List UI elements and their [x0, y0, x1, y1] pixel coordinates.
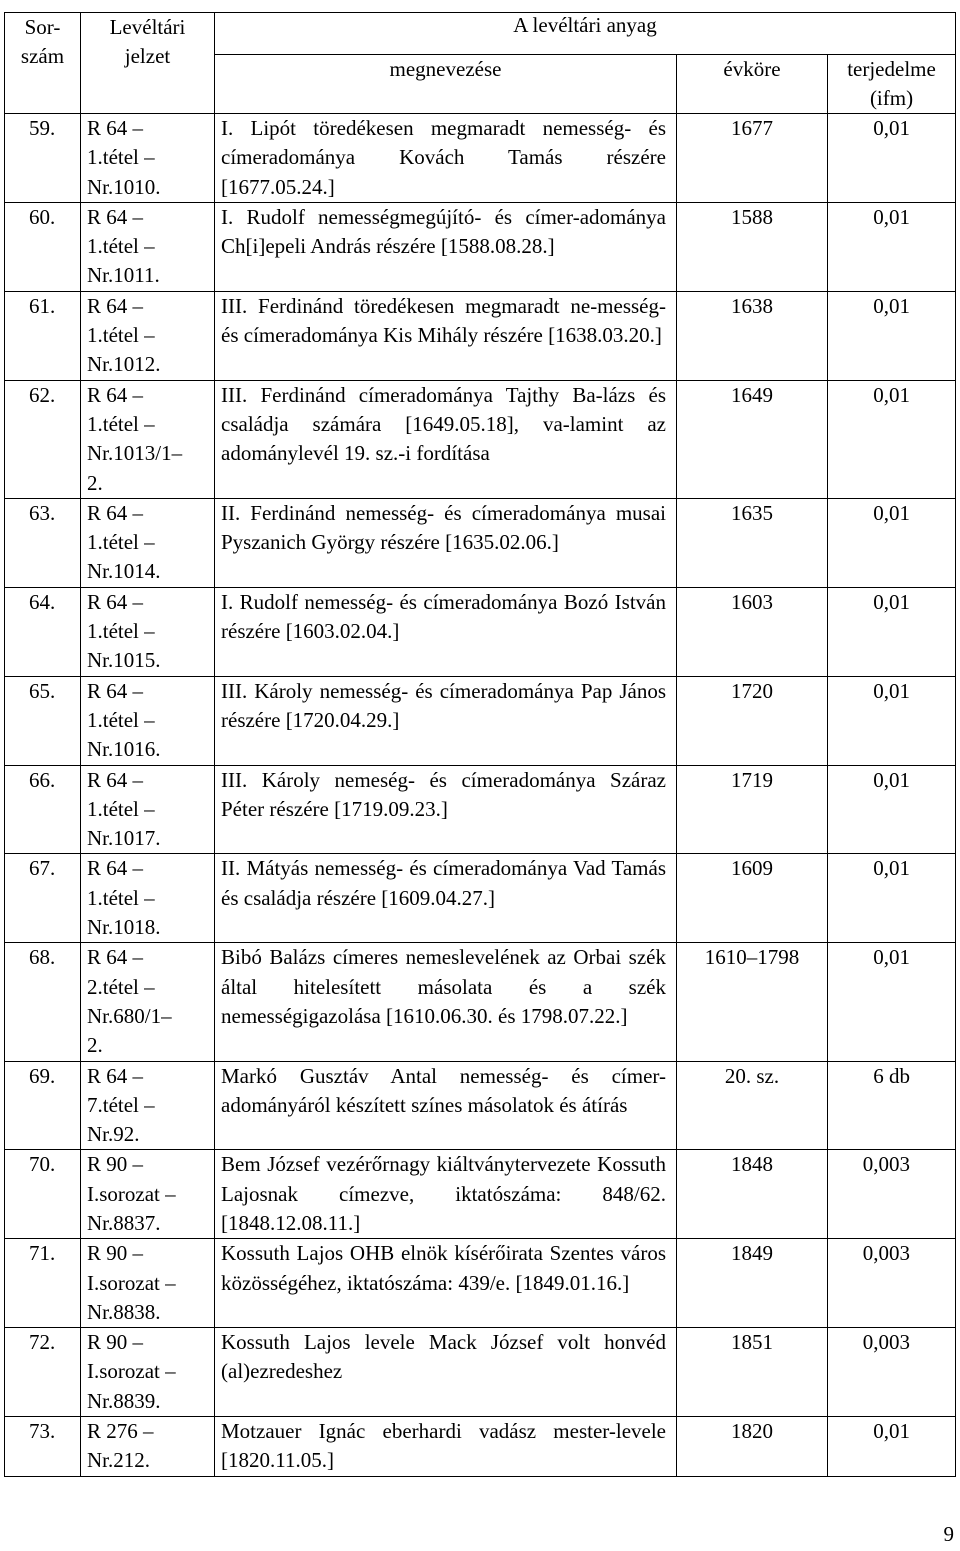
row-number: 62. [5, 380, 81, 498]
row-extent: 0,01 [828, 1417, 956, 1477]
signature-line: R 64 – [87, 589, 144, 614]
row-extent: 0,003 [828, 1150, 956, 1239]
table-row [5, 1417, 956, 1477]
row-extent: 0,01 [828, 291, 956, 380]
row-date-range: 1588 [677, 202, 828, 291]
signature-line: Nr.1015. [87, 648, 161, 673]
signature-line: Nr.1018. [87, 915, 161, 940]
row-number: 72. [5, 1328, 81, 1417]
row-description: II. Mátyás nemesség- és címeradománya Vad Tamás és családja részére [1609.04.27.] [215, 854, 677, 943]
signature-line: Nr.92. [87, 1122, 140, 1147]
signature-line: Nr.1016. [87, 737, 161, 762]
row-number: 70. [5, 1150, 81, 1239]
row-date-range: 1649 [677, 380, 828, 498]
row-description: I. Lipót töredékesen megmaradt nemesség- és címeradománya Kovách Tamás részére [1677.05.24.] [215, 114, 677, 203]
row-description: II. Ferdinánd nemesség- és címeradománya musai Pyszanich György részére [1635.02.06.] [215, 498, 677, 587]
signature-line: R 64 – [87, 204, 144, 229]
row-description: Markó Gusztáv Antal nemesség- és címer-adományáról készített színes másolatok és átírás [215, 1061, 677, 1150]
signature-line: 7.tétel – [87, 1092, 155, 1117]
signature-line: R 64 – [87, 678, 144, 703]
row-description: Bibó Balázs címeres nemeslevelének az Orbai szék által hitelesített másolata és a szék nemességigazolása [1610.06.30. és 1798.07.22.] [215, 943, 677, 1061]
row-date-range: 1677 [677, 114, 828, 203]
signature-line: 1.tétel – [87, 530, 155, 555]
row-description: Bem József vezérőrnagy kiáltványtervezete Kossuth Lajosnak címezve, iktatószáma: 848/62. [1848.12.08.11.] [215, 1150, 677, 1239]
signature-line: 1.tétel – [87, 707, 155, 732]
row-date-range: 1851 [677, 1328, 828, 1417]
signature-line: 1.tétel – [87, 411, 155, 436]
signature-line: Nr.1012. [87, 352, 161, 377]
signature-line: R 64 – [87, 1063, 144, 1088]
table-row [5, 1328, 956, 1417]
signature-line: Nr.1011. [87, 263, 160, 288]
table-row [5, 380, 956, 498]
signature-line: 1.tétel – [87, 885, 155, 910]
row-signature [81, 291, 215, 380]
signature-line: Nr.680/1– [87, 1003, 172, 1028]
signature-line: R 64 – [87, 500, 144, 525]
row-signature [81, 854, 215, 943]
table-header [5, 13, 956, 114]
signature-line: I.sorozat – [87, 1270, 176, 1295]
row-number: 73. [5, 1417, 81, 1477]
table-row [5, 1239, 956, 1328]
table-body [5, 114, 956, 1477]
signature-line: Nr.1014. [87, 559, 161, 584]
row-extent: 0,003 [828, 1239, 956, 1328]
signature-line: I.sorozat – [87, 1359, 176, 1384]
signature-line: 2. [87, 470, 103, 495]
row-date-range: 1638 [677, 291, 828, 380]
table-row [5, 202, 956, 291]
row-description: III. Károly nemeség- és címeradománya Száraz Péter részére [1719.09.23.] [215, 765, 677, 854]
table-row [5, 114, 956, 203]
signature-line: R 64 – [87, 767, 144, 792]
row-signature [81, 587, 215, 676]
row-number: 69. [5, 1061, 81, 1150]
signature-line: R 64 – [87, 945, 144, 970]
row-signature [81, 380, 215, 498]
row-date-range: 1849 [677, 1239, 828, 1328]
row-extent: 0,01 [828, 765, 956, 854]
row-description: Motzauer Ignác eberhardi vadász mester-levele [1820.11.05.] [215, 1417, 677, 1477]
row-number: 64. [5, 587, 81, 676]
row-date-range: 1720 [677, 676, 828, 765]
row-number: 63. [5, 498, 81, 587]
row-number: 66. [5, 765, 81, 854]
row-number: 60. [5, 202, 81, 291]
signature-line: R 64 – [87, 293, 144, 318]
row-number: 65. [5, 676, 81, 765]
row-number: 67. [5, 854, 81, 943]
row-extent: 0,003 [828, 1328, 956, 1417]
signature-line: 1.tétel – [87, 619, 155, 644]
row-date-range: 1820 [677, 1417, 828, 1477]
row-date-range: 1848 [677, 1150, 828, 1239]
row-description: III. Károly nemesség- és címeradománya Pap János részére [1720.04.29.] [215, 676, 677, 765]
signature-line: 1.tétel – [87, 145, 155, 170]
signature-line: R 90 – [87, 1152, 144, 1177]
row-extent: 0,01 [828, 676, 956, 765]
row-extent: 0,01 [828, 587, 956, 676]
row-description: Kossuth Lajos levele Mack József volt honvéd (al)ezredeshez [215, 1328, 677, 1417]
row-signature [81, 943, 215, 1061]
signature-line: 2.tétel – [87, 974, 155, 999]
row-signature [81, 1328, 215, 1417]
row-description: Kossuth Lajos OHB elnök kísérőirata Szentes város közösségéhez, iktatószáma: 439/e. [1849.01.16.] [215, 1239, 677, 1328]
row-description: III. Ferdinánd címeradománya Tajthy Ba-lázs és családja számára [1649.05.18], va-lamint az adománylevél 19. sz.-i fordítása [215, 380, 677, 498]
signature-line: 1.tétel – [87, 796, 155, 821]
row-signature [81, 1239, 215, 1328]
signature-line: 1.tétel – [87, 323, 155, 348]
row-extent: 0,01 [828, 202, 956, 291]
signature-line: I.sorozat – [87, 1181, 176, 1206]
row-extent: 0,01 [828, 114, 956, 203]
table-row [5, 854, 956, 943]
table-row [5, 676, 956, 765]
header-signature: Levéltári jelzet [81, 13, 215, 114]
row-extent: 0,01 [828, 943, 956, 1061]
signature-line: Nr.8837. [87, 1210, 161, 1235]
row-date-range: 1635 [677, 498, 828, 587]
row-number: 68. [5, 943, 81, 1061]
row-signature [81, 114, 215, 203]
table-row [5, 587, 956, 676]
header-range: évköre [677, 55, 828, 114]
header-material: A levéltári anyag [215, 13, 956, 55]
signature-line: R 90 – [87, 1330, 144, 1355]
row-number: 59. [5, 114, 81, 203]
signature-line: Nr.8838. [87, 1299, 161, 1324]
signature-line: Nr.8839. [87, 1388, 161, 1413]
row-description: I. Rudolf nemesség- és címeradománya Bozó István részére [1603.02.04.] [215, 587, 677, 676]
row-signature [81, 1061, 215, 1150]
row-extent: 0,01 [828, 498, 956, 587]
row-date-range: 1609 [677, 854, 828, 943]
page-number: 9 [943, 1522, 954, 1546]
signature-line: R 64 – [87, 116, 144, 140]
row-date-range: 1610–1798 [677, 943, 828, 1061]
row-signature [81, 1417, 215, 1477]
header-extent: terjedelme (ifm) [828, 55, 956, 114]
signature-line: Nr.1010. [87, 174, 161, 199]
row-description: I. Rudolf nemességmegújító- és címer-adománya Ch[i]epeli András részére [1588.08.28.] [215, 202, 677, 291]
signature-line: R 90 – [87, 1241, 144, 1266]
row-date-range: 20. sz. [677, 1061, 828, 1150]
row-extent: 6 db [828, 1061, 956, 1150]
table-row [5, 765, 956, 854]
table-row [5, 1061, 956, 1150]
header-name: megnevezése [215, 55, 677, 114]
signature-line: Nr.1013/1– [87, 441, 183, 466]
row-signature [81, 676, 215, 765]
archive-table [4, 12, 956, 1477]
signature-line: 2. [87, 1033, 103, 1058]
signature-line: 1.tétel – [87, 234, 155, 259]
row-number: 71. [5, 1239, 81, 1328]
signature-line: Nr.1017. [87, 826, 161, 851]
table-row [5, 498, 956, 587]
signature-line: Nr.212. [87, 1448, 150, 1473]
row-extent: 0,01 [828, 380, 956, 498]
row-signature [81, 498, 215, 587]
signature-line: R 64 – [87, 382, 144, 407]
row-signature [81, 202, 215, 291]
signature-line: R 64 – [87, 856, 144, 881]
row-extent: 0,01 [828, 854, 956, 943]
table-row [5, 291, 956, 380]
row-date-range: 1719 [677, 765, 828, 854]
header-no: Sor- szám [5, 13, 81, 114]
signature-line: R 276 – [87, 1419, 154, 1444]
table-row [5, 1150, 956, 1239]
row-number: 61. [5, 291, 81, 380]
table-row [5, 943, 956, 1061]
row-description: III. Ferdinánd töredékesen megmaradt ne-messég- és címeradománya Kis Mihály részére [1638.03.20.] [215, 291, 677, 380]
row-signature [81, 1150, 215, 1239]
row-date-range: 1603 [677, 587, 828, 676]
row-signature [81, 765, 215, 854]
